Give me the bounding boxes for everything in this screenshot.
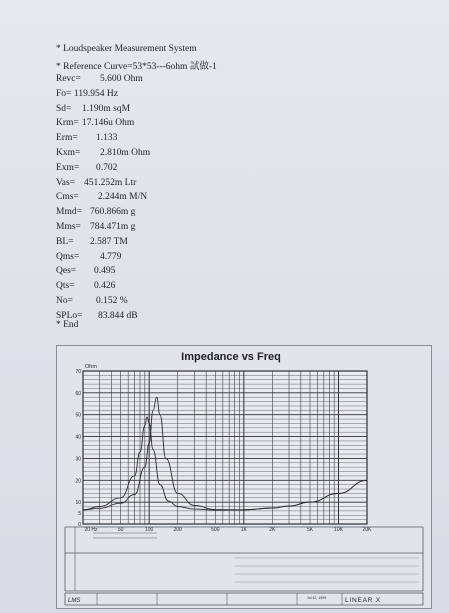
y-tick-label: 0 (78, 522, 81, 528)
param-label: Mmd= (56, 207, 82, 218)
impedance-chart (57, 346, 431, 608)
param-label: Qts= (56, 281, 75, 292)
param-value: 760.866m g (90, 207, 136, 218)
param-value: 451.252m Ltr (84, 177, 137, 188)
param-value: 2.810m Ohm (100, 148, 151, 158)
x-tick-label: 100 (144, 527, 154, 533)
x-tick-label: 20 Hz (84, 527, 98, 533)
y-tick-label: 20 (75, 478, 81, 485)
x-tick-label: 500 (211, 527, 220, 533)
param-label: Cms= (56, 192, 79, 203)
param-value: 0.702 (96, 162, 118, 173)
param-label: SPLo= (56, 310, 83, 321)
footer-date: Jul 12, 1999 (307, 596, 327, 600)
impedance-chart-sheet (56, 345, 432, 609)
param-label: BL= (56, 236, 74, 247)
param-label: Kxm= (56, 148, 81, 158)
param-label: Vas= (56, 177, 76, 188)
param-value: 2.244m M/N (98, 192, 148, 203)
x-tick-label: 2K (269, 527, 276, 533)
param-label: Exm= (56, 162, 80, 173)
param-value: 1.133 (96, 133, 118, 144)
param-label: Erm= (56, 133, 78, 144)
param-value: 119.954 Hz (74, 88, 118, 99)
x-tick-label: 50 (117, 527, 124, 533)
param-value: 0.152 % (96, 296, 128, 306)
param-value: 4.779 (100, 251, 122, 262)
x-tick-label: 200 (173, 527, 182, 533)
x-tick-label: 1K (240, 527, 247, 533)
param-value: 0.426 (94, 281, 116, 292)
param-label: Qms= (56, 251, 80, 262)
y-tick-label: 70 (75, 369, 81, 375)
param-label: Qes= (56, 266, 77, 277)
lms-logo: LMS (68, 598, 81, 604)
y-tick-label: 60 (75, 390, 81, 397)
param-value: 1.190m sqM (82, 103, 131, 114)
y-tick-label: 5 (78, 511, 81, 518)
y-tick-label: 50 (75, 412, 81, 419)
param-value: 784.471m g (90, 222, 136, 232)
param-label: Fo= (56, 88, 72, 99)
param-label: Sd= (56, 103, 72, 114)
param-label: No= (56, 296, 73, 306)
system-title: * Loudspeaker Measurement System (56, 44, 197, 54)
y-tick-label: 10 (75, 500, 81, 507)
param-label: Mms= (56, 222, 81, 232)
param-value: 2.587 TM (90, 236, 128, 247)
chart-title: Impedance vs Freq (181, 351, 281, 363)
x-tick-label: 20K (362, 527, 372, 533)
param-value: 83.844 dB (98, 310, 138, 321)
linearx-logo: LINEAR X (345, 597, 382, 604)
x-tick-label: 10K (334, 527, 343, 533)
param-label: Revc= (56, 74, 81, 84)
x-tick-label: 5K (306, 527, 314, 533)
y-tick-label: 40 (75, 434, 81, 441)
end-marker: * End (56, 320, 79, 330)
reference-curve: * Reference Curve=53*53---6ohm 試做-1 (56, 62, 217, 72)
param-value: 0.495 (94, 266, 116, 277)
y-tick-label: 30 (75, 456, 81, 463)
y-axis-label: Ohm (85, 364, 97, 370)
param-value: 17.146u Ohm (82, 118, 135, 129)
param-label: Krm= (56, 118, 79, 129)
param-value: 5.600 Ohm (100, 74, 143, 84)
